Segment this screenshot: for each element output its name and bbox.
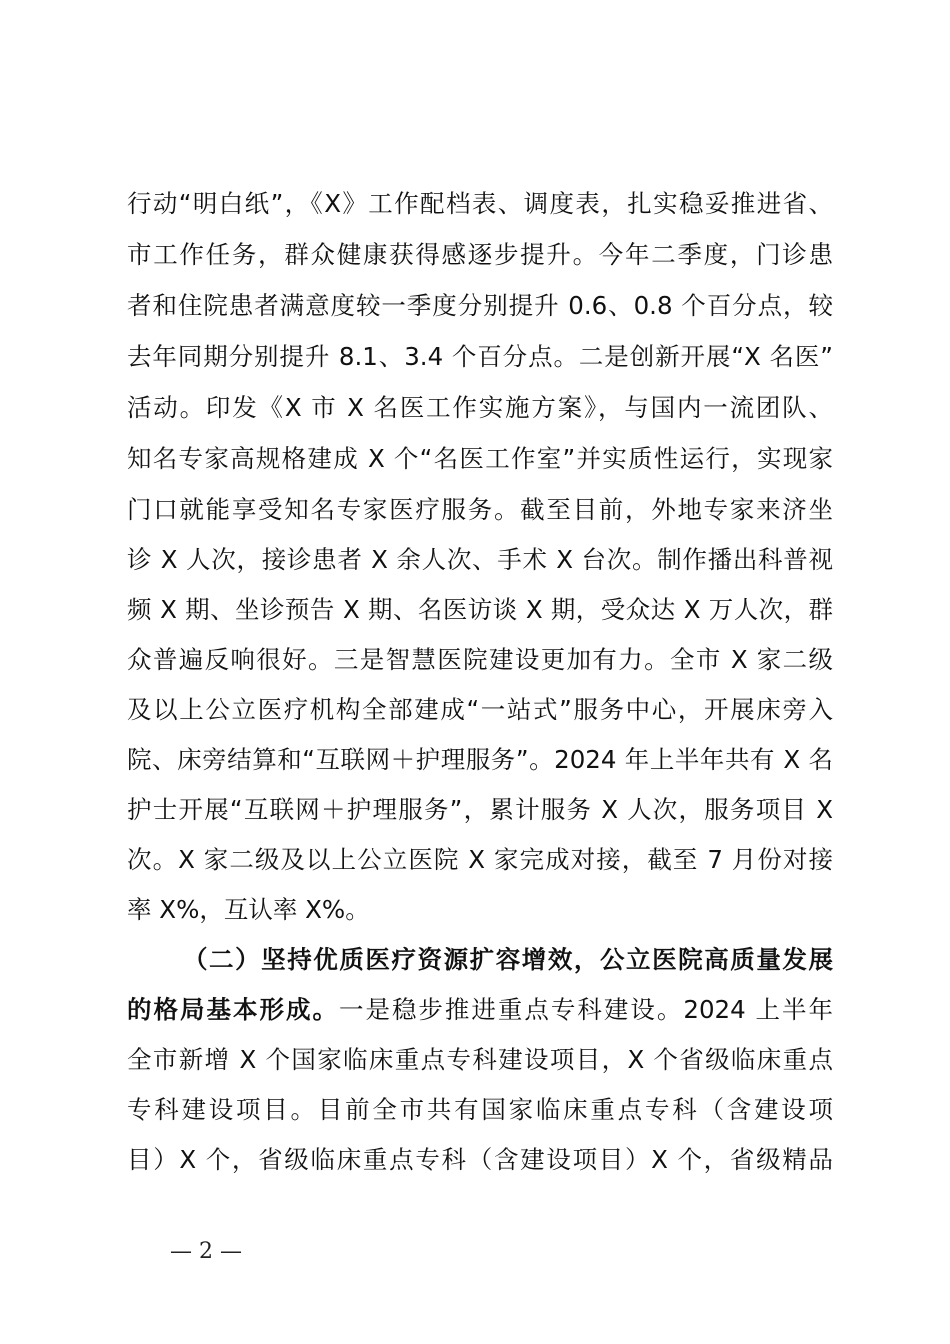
body-text-line: 院、床旁结算和“互联网＋护理服务”。2024 年上半年共有 X 名	[127, 745, 833, 774]
body-text-line: 市工作任务，群众健康获得感逐步提升。今年二季度，门诊患	[127, 240, 833, 269]
body-text-line: 众普遍反响很好。三是智慧医院建设更加有力。全市 X 家二级	[127, 645, 833, 674]
body-text-line: 诊 X 人次，接诊患者 X 余人次、手术 X 台次。制作播出科普视	[127, 545, 833, 574]
body-text-line: 活动。印发《X 市 X 名医工作实施方案》，与国内一流团队、	[127, 393, 833, 422]
body-text-line: 专科建设项目。目前全市共有国家临床重点专科（含建设项	[127, 1095, 833, 1124]
body-text-line: 去年同期分别提升 8.1、3.4 个百分点。二是创新开展“X 名医”	[127, 342, 833, 371]
body-text-line: 频 X 期、坐诊预告 X 期、名医访谈 X 期，受众达 X 万人次，群	[127, 595, 833, 624]
body-text-line: 知名专家高规格建成 X 个“名医工作室”并实质性运行，实现家	[127, 444, 833, 473]
body-text-segment: 一是稳步推进重点专科建设。2024 上半年	[338, 995, 833, 1024]
body-text-line: 门口就能享受知名专家医疗服务。截至目前，外地专家来济坐	[127, 495, 833, 524]
body-text-line: 全市新增 X 个国家临床重点专科建设项目，X 个省级临床重点	[127, 1045, 833, 1074]
body-text-line: 护士开展“互联网＋护理服务”，累计服务 X 人次，服务项目 X	[127, 795, 833, 824]
page-number: — 2 —	[170, 1239, 242, 1264]
body-text-line: 行动“明白纸”，《X》工作配档表、调度表，扎实稳妥推进省、	[127, 189, 833, 218]
body-text-line: 目）X 个，省级临床重点专科（含建设项目）X 个，省级精品	[127, 1145, 833, 1174]
body-text-line: 率 X%，互认率 X%。	[127, 895, 370, 924]
section-heading: （二）坚持优质医疗资源扩容增效，公立医院高质量发展	[183, 945, 833, 974]
section-heading-continuation	[127, 990, 833, 1030]
body-text-line: 者和住院患者满意度较一季度分别提升 0.6、0.8 个百分点，较	[127, 291, 833, 320]
body-text-line: 次。X 家二级及以上公立医院 X 家完成对接，截至 7 月份对接	[127, 845, 833, 874]
section-heading-end: 的格局基本形成。	[127, 995, 339, 1024]
body-text-line: 及以上公立医疗机构全部建成“一站式”服务中心，开展床旁入	[127, 695, 833, 724]
